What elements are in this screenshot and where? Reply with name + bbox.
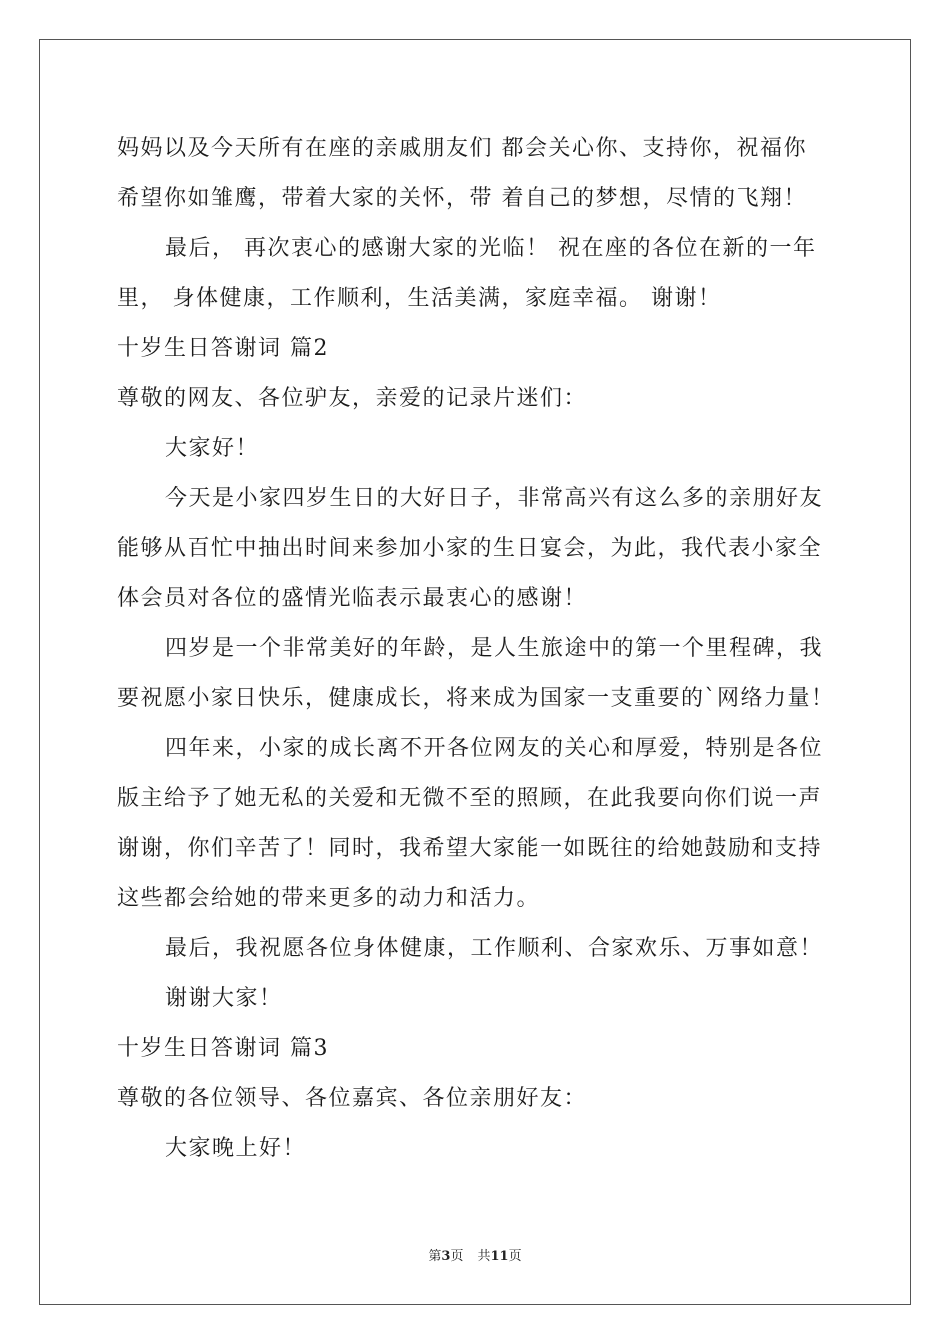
- paragraph-line: 要祝愿小家日快乐，健康成长，将来成为国家一支重要的`网络力量！: [117, 686, 835, 711]
- paragraph-line: 谢谢，你们辛苦了！同时，我希望大家能一如既往的给她鼓励和支持: [117, 836, 823, 861]
- page-prefix: 第: [428, 1249, 442, 1264]
- salutation: 尊敬的各位领导、各位嘉宾、各位亲朋好友：: [117, 1086, 588, 1111]
- paragraph-line: 能够从百忙中抽出时间来参加小家的生日宴会，为此，我代表小家全: [117, 536, 823, 561]
- total-pages: 11: [490, 1249, 509, 1264]
- greeting: 大家好！: [165, 436, 260, 461]
- section-heading: 十岁生日答谢词 篇3: [117, 1036, 329, 1061]
- closing-thanks: 谢谢大家！: [165, 986, 283, 1011]
- greeting: 大家晚上好！: [165, 1136, 307, 1161]
- page-footer: [0, 1248, 950, 1266]
- total-prefix: 共: [477, 1249, 491, 1264]
- paragraph-line: 体会员对各位的盛情光临表示最衷心的感谢！: [117, 586, 588, 611]
- total-suffix: 页: [508, 1249, 522, 1264]
- paragraph-line: 这些都会给她的带来更多的动力和活力。: [117, 886, 541, 911]
- paragraph-line: 妈妈以及今天所有在座的亲戚朋友们 都会关心你、支持你，祝福你: [117, 136, 807, 161]
- paragraph-line: 里， 身体健康，工作顺利，生活美满，家庭幸福。 谢谢！: [117, 286, 722, 311]
- section-heading: 十岁生日答谢词 篇2: [117, 336, 329, 361]
- paragraph-line: 四年来，小家的成长离不开各位网友的关心和厚爱，特别是各位: [165, 736, 824, 761]
- paragraph-line: 最后，我祝愿各位身体健康，工作顺利、合家欢乐、万事如意！: [165, 936, 824, 961]
- paragraph-line: 版主给予了她无私的关爱和无微不至的照顾，在此我要向你们说一声: [117, 786, 823, 811]
- salutation: 尊敬的网友、各位驴友，亲爱的记录片迷们：: [117, 386, 588, 411]
- paragraph-line: 四岁是一个非常美好的年龄，是人生旅途中的第一个里程碑，我: [165, 636, 824, 661]
- page-border: [39, 39, 911, 1305]
- paragraph-line: 今天是小家四岁生日的大好日子，非常高兴有这么多的亲朋好友: [165, 486, 824, 511]
- page-suffix: 页: [450, 1249, 464, 1264]
- paragraph-line: 希望你如雏鹰，带着大家的关怀，带 着自己的梦想，尽情的飞翔！: [117, 186, 807, 211]
- page-number: 3: [441, 1249, 451, 1264]
- paragraph-line: 最后， 再次衷心的感谢大家的光临！ 祝在座的各位在新的一年: [165, 236, 817, 261]
